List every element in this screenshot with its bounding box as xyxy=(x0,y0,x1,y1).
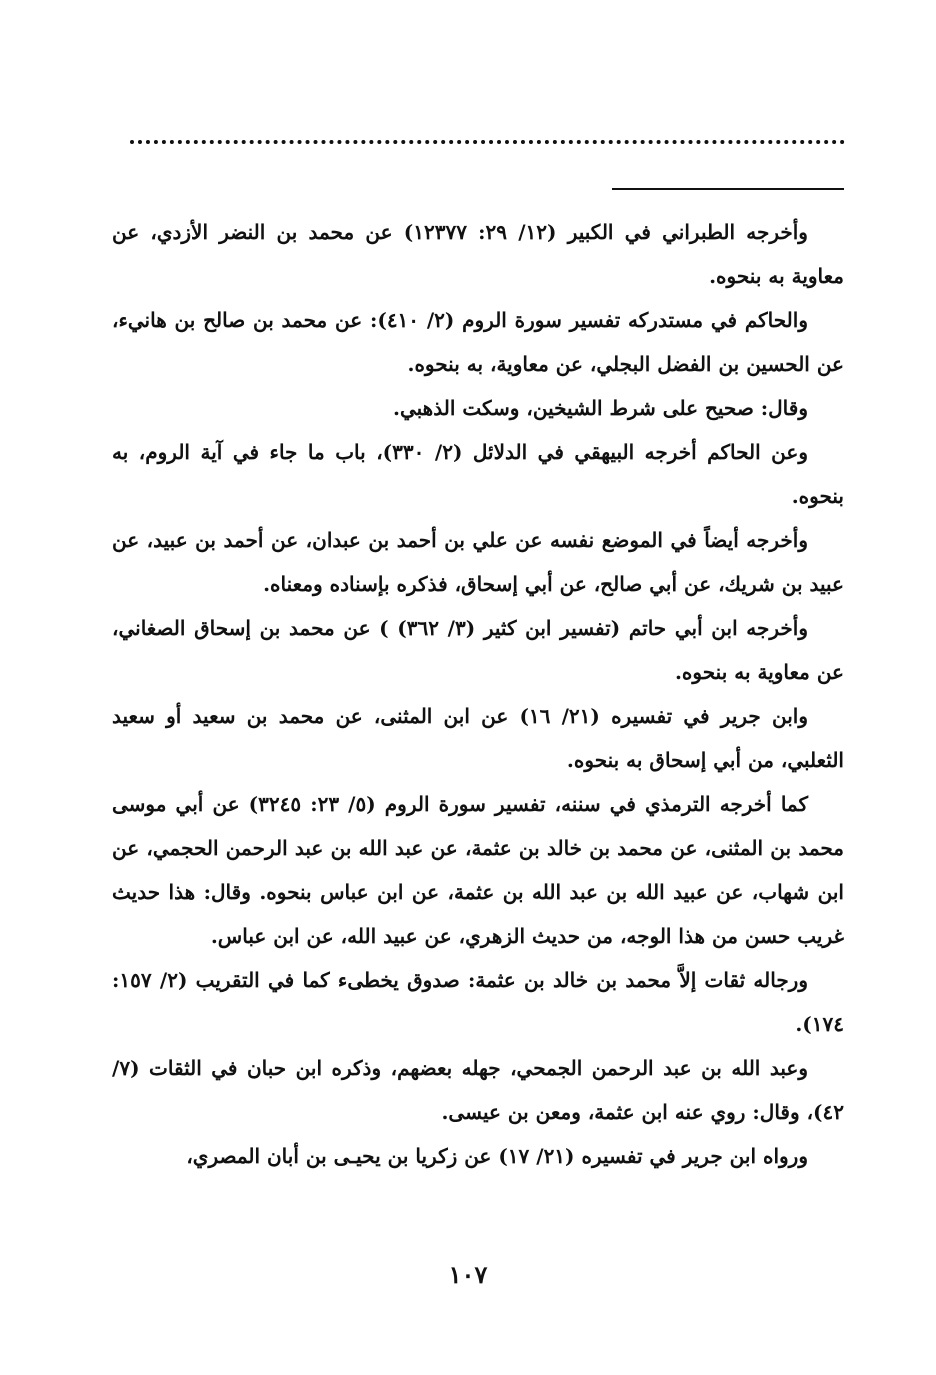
footnote-paragraph: وعبد الله بن عبد الرحمن الجمحي، جهله بعضهم، وذكره ابن حبان في الثقات (٧/ ٤٢)، وقال: روي عنه ابن عثمة، ومعن بن عيسى. xyxy=(112,1056,844,1124)
footnote-paragraph: وقال: صحيح على شرط الشيخين، وسكت الذهبي. xyxy=(393,396,808,420)
page-number: ١٠٧ xyxy=(448,1260,488,1289)
footnote-paragraph: وأخرجه أيضاً في الموضع نفسه عن علي بن أحمد بن عبدان، عن أحمد بن عبيد، عن عبيد بن شريك، عن أبي صالح، عن أبي إسحاق، فذكره بإسناده ومعناه. xyxy=(112,528,844,596)
footnote-paragraph: وعن الحاكم أخرجه البيهقي في الدلائل (٢/ ٣٣٠)، باب ما جاء في آية الروم، به بنحوه. xyxy=(112,440,844,508)
dotted-separator xyxy=(130,140,845,144)
footnotes-section xyxy=(112,210,844,1178)
footnote-paragraph: ورواه ابن جرير في تفسيره (٢١/ ١٧) عن زكريا بن يحيـى بن أبان المصري، xyxy=(186,1144,808,1168)
footnote-paragraph: كما أخرجه الترمذي في سننه، تفسير سورة الروم (٥/ ٢٣: ٣٢٤٥) عن أبي موسى محمد بن المثنى، عن محمد بن خالد بن عثمة، عن عبد الله بن عبد الرحمن الحجمي، عن ابن شهاب، عن عبيد الله بن عبد الله بن عثمة، عن ابن عباس بنحوه. وقال: هذا حديث غريب حسن من هذا الوجه، من حديث الزهري، عن عبيد الله، عن ابن عباس. xyxy=(112,792,844,948)
footnote-paragraph: وأخرجه ابن أبي حاتم (تفسير ابن كثير (٣/ ٣٦٢) ) عن محمد بن إسحاق الصغاني، عن معاوية به بنحوه. xyxy=(112,616,844,684)
footnote-paragraph: والحاكم في مستدركه تفسير سورة الروم (٢/ ٤١٠): عن محمد بن صالح بن هانيء، عن الحسين بن الفضل البجلي، عن معاوية، به بنحوه. xyxy=(112,308,844,376)
footnote-paragraph: وأخرجه الطبراني في الكبير (١٢/ ٢٩: ١٢٣٧٧) عن محمد بن النضر الأزدي، عن معاوية به بنحوه. xyxy=(112,220,844,288)
footnote-paragraph: وابن جرير في تفسيره (٢١/ ١٦) عن ابن المثنى، عن محمد بن سعيد أو سعيد الثعلبي، من أبي إسحاق به بنحوه. xyxy=(112,704,844,772)
footnote-separator-line xyxy=(612,188,844,190)
footnote-paragraph: ورجاله ثقات إلاَّ محمد بن خالد بن عثمة: صدوق يخطىء كما في التقريب (٢/ ١٥٧: ١٧٤). xyxy=(112,968,844,1036)
